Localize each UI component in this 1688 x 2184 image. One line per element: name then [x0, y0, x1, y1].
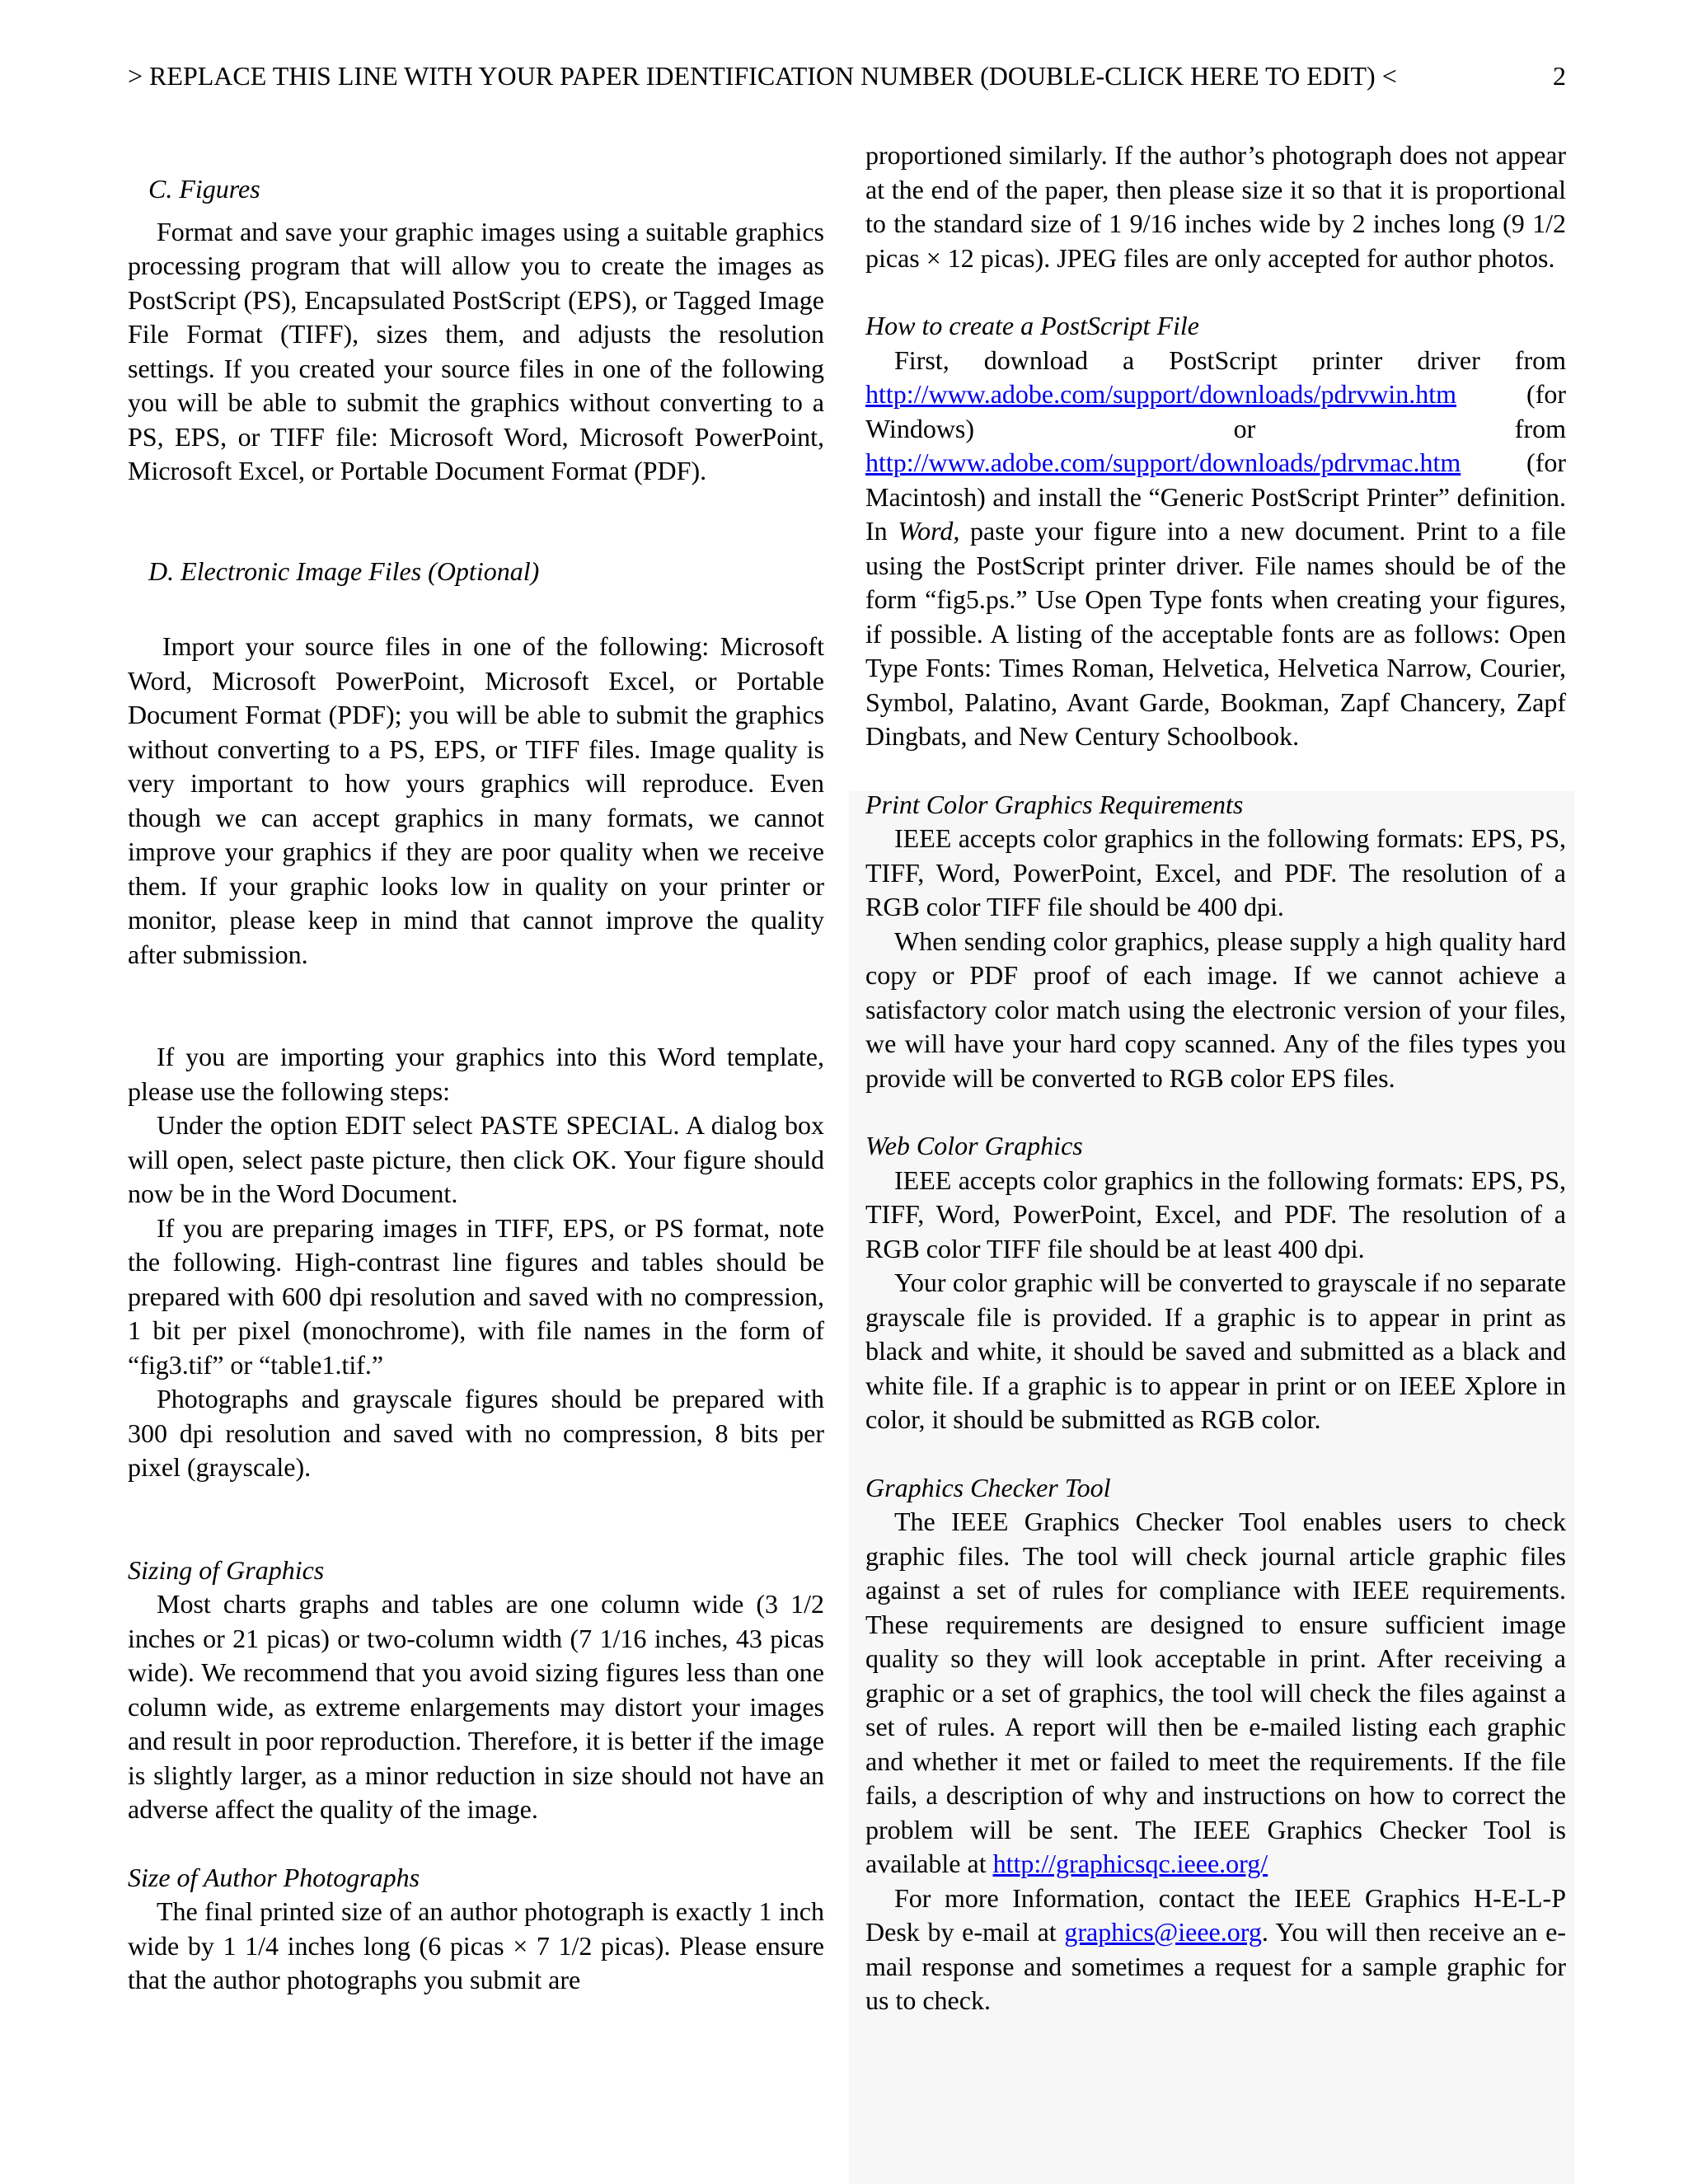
checker-heading: Graphics Checker Tool	[865, 1472, 1111, 1502]
web-color-paragraph-1: IEEE accepts color graphics in the following formats: EPS, PS, TIFF, Word, PowerPoint, Excel, and PDF. The resolution of a RGB color TIFF file should be at least 400 dpi.	[865, 1165, 1566, 1263]
graphics-email-link[interactable]: graphics@ieee.org	[1064, 1917, 1262, 1947]
print-color-paragraph-2: When sending color graphics, please supply a high quality hard copy or PDF proof of each image. If we cannot achieve a satisfactory color match using the electronic version of your files, we will have your hard copy scanned. Any of the files types you provide will be converted to RGB color EPS files.	[865, 926, 1566, 1093]
pdrvmac-link[interactable]: http://www.adobe.com/support/downloads/pdrvmac.htm	[865, 448, 1461, 477]
print-color-paragraph-1: IEEE accepts color graphics in the following formats: EPS, PS, TIFF, Word, PowerPoint, Excel, and PDF. The resolution of a RGB color TIFF file should be 400 dpi.	[865, 823, 1566, 921]
pdrvwin-link[interactable]: http://www.adobe.com/support/downloads/pdrvwin.htm	[865, 379, 1456, 409]
graphicsqc-link[interactable]: http://graphicsqc.ieee.org/	[992, 1849, 1268, 1878]
section-c-heading: C. Figures	[148, 174, 260, 204]
web-color-paragraph-2: Your color graphic will be converted to grayscale if no separate grayscale file is provided. If a graphic is to appear in print as black and white, it should be saved and submitted as a black and white file. If a graphic is to appear in print or on IEEE Xplore in color, it should be submitted as RGB color.	[865, 1268, 1566, 1434]
section-d-paragraph-4: If you are preparing images in TIFF, EPS, or PS format, note the following. High-contrast line figures and tables should be prepared with 600 dpi resolution and saved with no compression, 1 bit per pixel (monochrome), with file names in the form of “fig3.tif” or “table1.tif.”	[128, 1212, 824, 1380]
page-header	[128, 59, 1566, 96]
section-d-paragraph-3: Under the option EDIT select PASTE SPECIAL. A dialog box will open, select paste picture, then click OK. Your figure should now be in the Word Document.	[128, 1110, 824, 1208]
section-d-heading: D. Electronic Image Files (Optional)	[148, 555, 540, 586]
section-d-paragraph-5: Photographs and grayscale figures should be prepared with 300 dpi resolution and saved with no compression, 8 bits per pixel (grayscale).	[128, 1384, 824, 1482]
postscript-heading: How to create a PostScript File	[865, 311, 1199, 340]
continued-paragraph: proportioned similarly. If the author’s photograph does not appear at the end of the paper, then please size it so that it is proportional to the standard size of 1 9/16 inches wide by 2 inches long (9 1/2 picas × 12 picas). JPEG files are only accepted for author photos.	[865, 140, 1566, 273]
sizing-heading: Sizing of Graphics	[128, 1554, 325, 1585]
right-column	[865, 138, 1566, 2018]
contact-paragraph: For more Information, contact the IEEE Graphics H-E-L-P Desk by e-mail at graphics@ieee.org. You will then receive an e-mail response and sometimes a request for a sample graphic for us to check.	[865, 1882, 1567, 2015]
sizing-paragraph: Most charts graphs and tables are one column wide (3 1/2 inches or 21 picas) or two-column width (7 1/16 inches, 43 picas wide). We recommend that you avoid sizing figures less than one column wide, as extreme enlargements may distort your images and result in poor reproduction. Therefore, it is better if the image is slightly larger, as a minor reduction in size should not have an adverse affect the quality of the image.	[128, 1589, 824, 1824]
checker-paragraph: The IEEE Graphics Checker Tool enables users to check graphic files. The tool will check journal article graphic files against a set of rules for compliance with IEEE requirements. These requirements are designed to ensure sufficient image quality so they will look acceptable in print. After receiving a graphic or a set of graphics, the tool will check the files against a set of rules. A report will then be e-mailed listing each graphic and whether it met or failed to meet the requirements. If the file fails, a description of why and instructions on how to correct the problem will be sent. The IEEE Graphics Checker Tool is available at http://graphicsqc.ieee.org/	[865, 1507, 1566, 1878]
print-color-heading: Print Color Graphics Requirements	[865, 789, 1244, 819]
section-d-paragraph-2: If you are importing your graphics into this Word template, please use the following steps:	[128, 1042, 824, 1106]
left-column	[128, 138, 824, 1998]
section-d-paragraph-1: Import your source files in one of the following: Microsoft Word, Microsoft PowerPoint, Microsoft Excel, or Portable Document Format (PDF); you will be able to submit the graphics without converting to a PS, EPS, or TIFF files. Image quality is very important to how yours graphics will reproduce. Even though we can accept graphics in many formats, we cannot improve your graphics if they are poor quality when we receive them. If your graphic looks low in quality on your printer or monitor, please keep in mind that cannot improve the quality after submission.	[128, 631, 824, 969]
author-photo-heading: Size of Author Photographs	[128, 1862, 420, 1892]
page-number: 2	[1553, 61, 1566, 91]
header-title[interactable]: > REPLACE THIS LINE WITH YOUR PAPER IDENTIFICATION NUMBER (DOUBLE-CLICK HERE TO EDIT) <	[128, 61, 1397, 91]
author-photo-paragraph: The final printed size of an author photograph is exactly 1 inch wide by 1 1/4 inches long (6 picas × 7 1/2 picas). Please ensure that the author photographs you submit are	[128, 1896, 824, 1994]
web-color-heading: Web Color Graphics	[865, 1131, 1083, 1160]
postscript-paragraph: First, download a PostScript printer driver from http://www.adobe.com/support/downloads/pdrvwin.htm (for Windows) or from http://www.adobe.com/support/downloads/pdrvmac.htm (for Macintosh) and install the “Generic PostScript Printer” definition. In Word, paste your figure into a new document. Print to a file using the PostScript printer driver. File names should be of the form “fig5.ps.” Use Open Type fonts when creating your figures, if possible. A listing of the acceptable fonts are as follows: Open Type Fonts: Times Roman, Helvetica, Helvetica Narrow, Courier, Symbol, Palatino, Avant Garde, Bookman, Zapf Chancery, Zapf Dingbats, and New Century Schoolbook.	[865, 344, 1567, 751]
section-c-paragraph: Format and save your graphic images using a suitable graphics processing program that will allow you to create the images as PostScript (PS), Encapsulated PostScript (EPS), or Tagged Image File Format (TIFF), sizes them, and adjusts the resolution settings. If you created your source files in one of the following you will be able to submit the graphics without converting to a PS, EPS, or TIFF file: Microsoft Word, Microsoft PowerPoint, Microsoft Excel, or Portable Document Format (PDF).	[128, 216, 824, 485]
